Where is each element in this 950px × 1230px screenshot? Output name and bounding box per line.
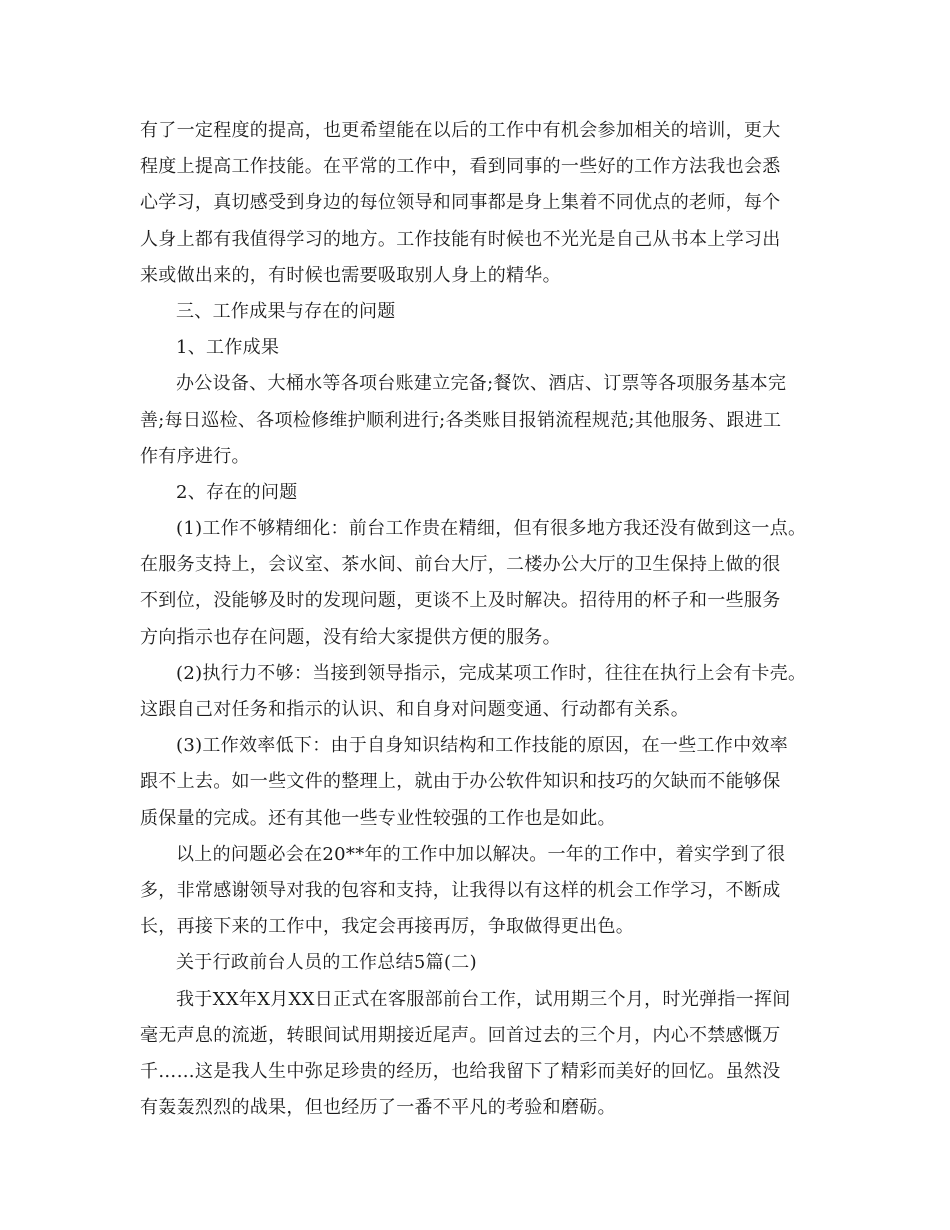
- text-line: 这跟自己对任务和指示的认识、和自身对问题变通、行动都有关系。: [140, 699, 689, 720]
- text-line: 心学习，真切感受到身边的每位领导和同事都是身上集着不同优点的老师，每个: [140, 192, 781, 214]
- text-line: (1)工作不够精细化：前台工作贵在精细，但有很多地方我还没有做到这一点。: [176, 518, 807, 540]
- text-line: 人身上都有我值得学习的地方。工作技能有时候也不光光是自己从书本上学习出: [140, 228, 781, 250]
- text-line: 不到位，没能够及时的发现问题，更谈不上及时解决。招待用的杯子和一些服务: [140, 590, 781, 612]
- text-line: 2、存在的问题: [176, 481, 298, 503]
- document-body: [140, 113, 830, 1126]
- text-line: 有了一定程度的提高，也更希望能在以后的工作中有机会参加相关的培训，更大: [140, 120, 781, 141]
- text-line: (3)工作效率低下：由于自身知识结构和工作技能的原因，在一些工作中效率: [176, 735, 788, 757]
- text-line: 善;每日巡检、各项检修维护顺利进行;各类账目报销流程规范;其他服务、跟进工: [140, 409, 782, 431]
- text-line: 关于行政前台人员的工作总结5篇(二): [176, 952, 477, 974]
- text-line: 毫无声息的流逝，转眼间试用期接近尾声。回首过去的三个月，内心不禁感慨万: [140, 1024, 781, 1046]
- text-line: 以上的问题必会在20**年的工作中加以解决。一年的工作中，着实学到了很: [176, 843, 786, 865]
- text-line: 来或做出来的，有时候也需要吸取别人身上的精华。: [140, 264, 561, 286]
- text-line: 质保量的完成。还有其他一些专业性较强的工作也是如此。: [140, 807, 616, 829]
- text-line: 我于XX年X月XX日正式在客服部前台工作，试用期三个月，时光弹指一挥间: [176, 988, 791, 1010]
- text-line: 1、工作成果: [176, 337, 280, 359]
- text-line: 千……这是我人生中弥足珍贵的经历，也给我留下了精彩而美好的回忆。虽然没: [140, 1060, 781, 1082]
- text-line: 作有序进行。: [140, 445, 250, 467]
- text-line: 多，非常感谢领导对我的包容和支持，让我得以有这样的机会工作学习，不断成: [140, 879, 781, 901]
- text-line: 方向指示也存在问题，没有给大家提供方便的服务。: [140, 626, 561, 648]
- text-line: 在服务支持上，会议室、茶水间、前台大厅，二楼办公大厅的卫生保持上做的很: [140, 554, 781, 576]
- text-line: 程度上提高工作技能。在平常的工作中，看到同事的一些好的工作方法我也会悉: [140, 156, 781, 178]
- text-line: 有轰轰烈烈的战果，但也经历了一番不平凡的考验和磨砺。: [140, 1097, 616, 1119]
- text-line: 长，再接下来的工作中，我定会再接再厉，争取做得更出色。: [140, 916, 635, 938]
- text-line: (2)执行力不够：当接到领导指示，完成某项工作时，往往在执行上会有卡壳。: [176, 662, 807, 684]
- text-line: 办公设备、大桶水等各项台账建立完备;餐饮、酒店、订票等各项服务基本完: [176, 373, 787, 395]
- text-line: 跟不上去。如一些文件的整理上，就由于办公软件知识和技巧的欠缺而不能够保: [140, 771, 781, 793]
- text-line: 三、工作成果与存在的问题: [176, 300, 396, 322]
